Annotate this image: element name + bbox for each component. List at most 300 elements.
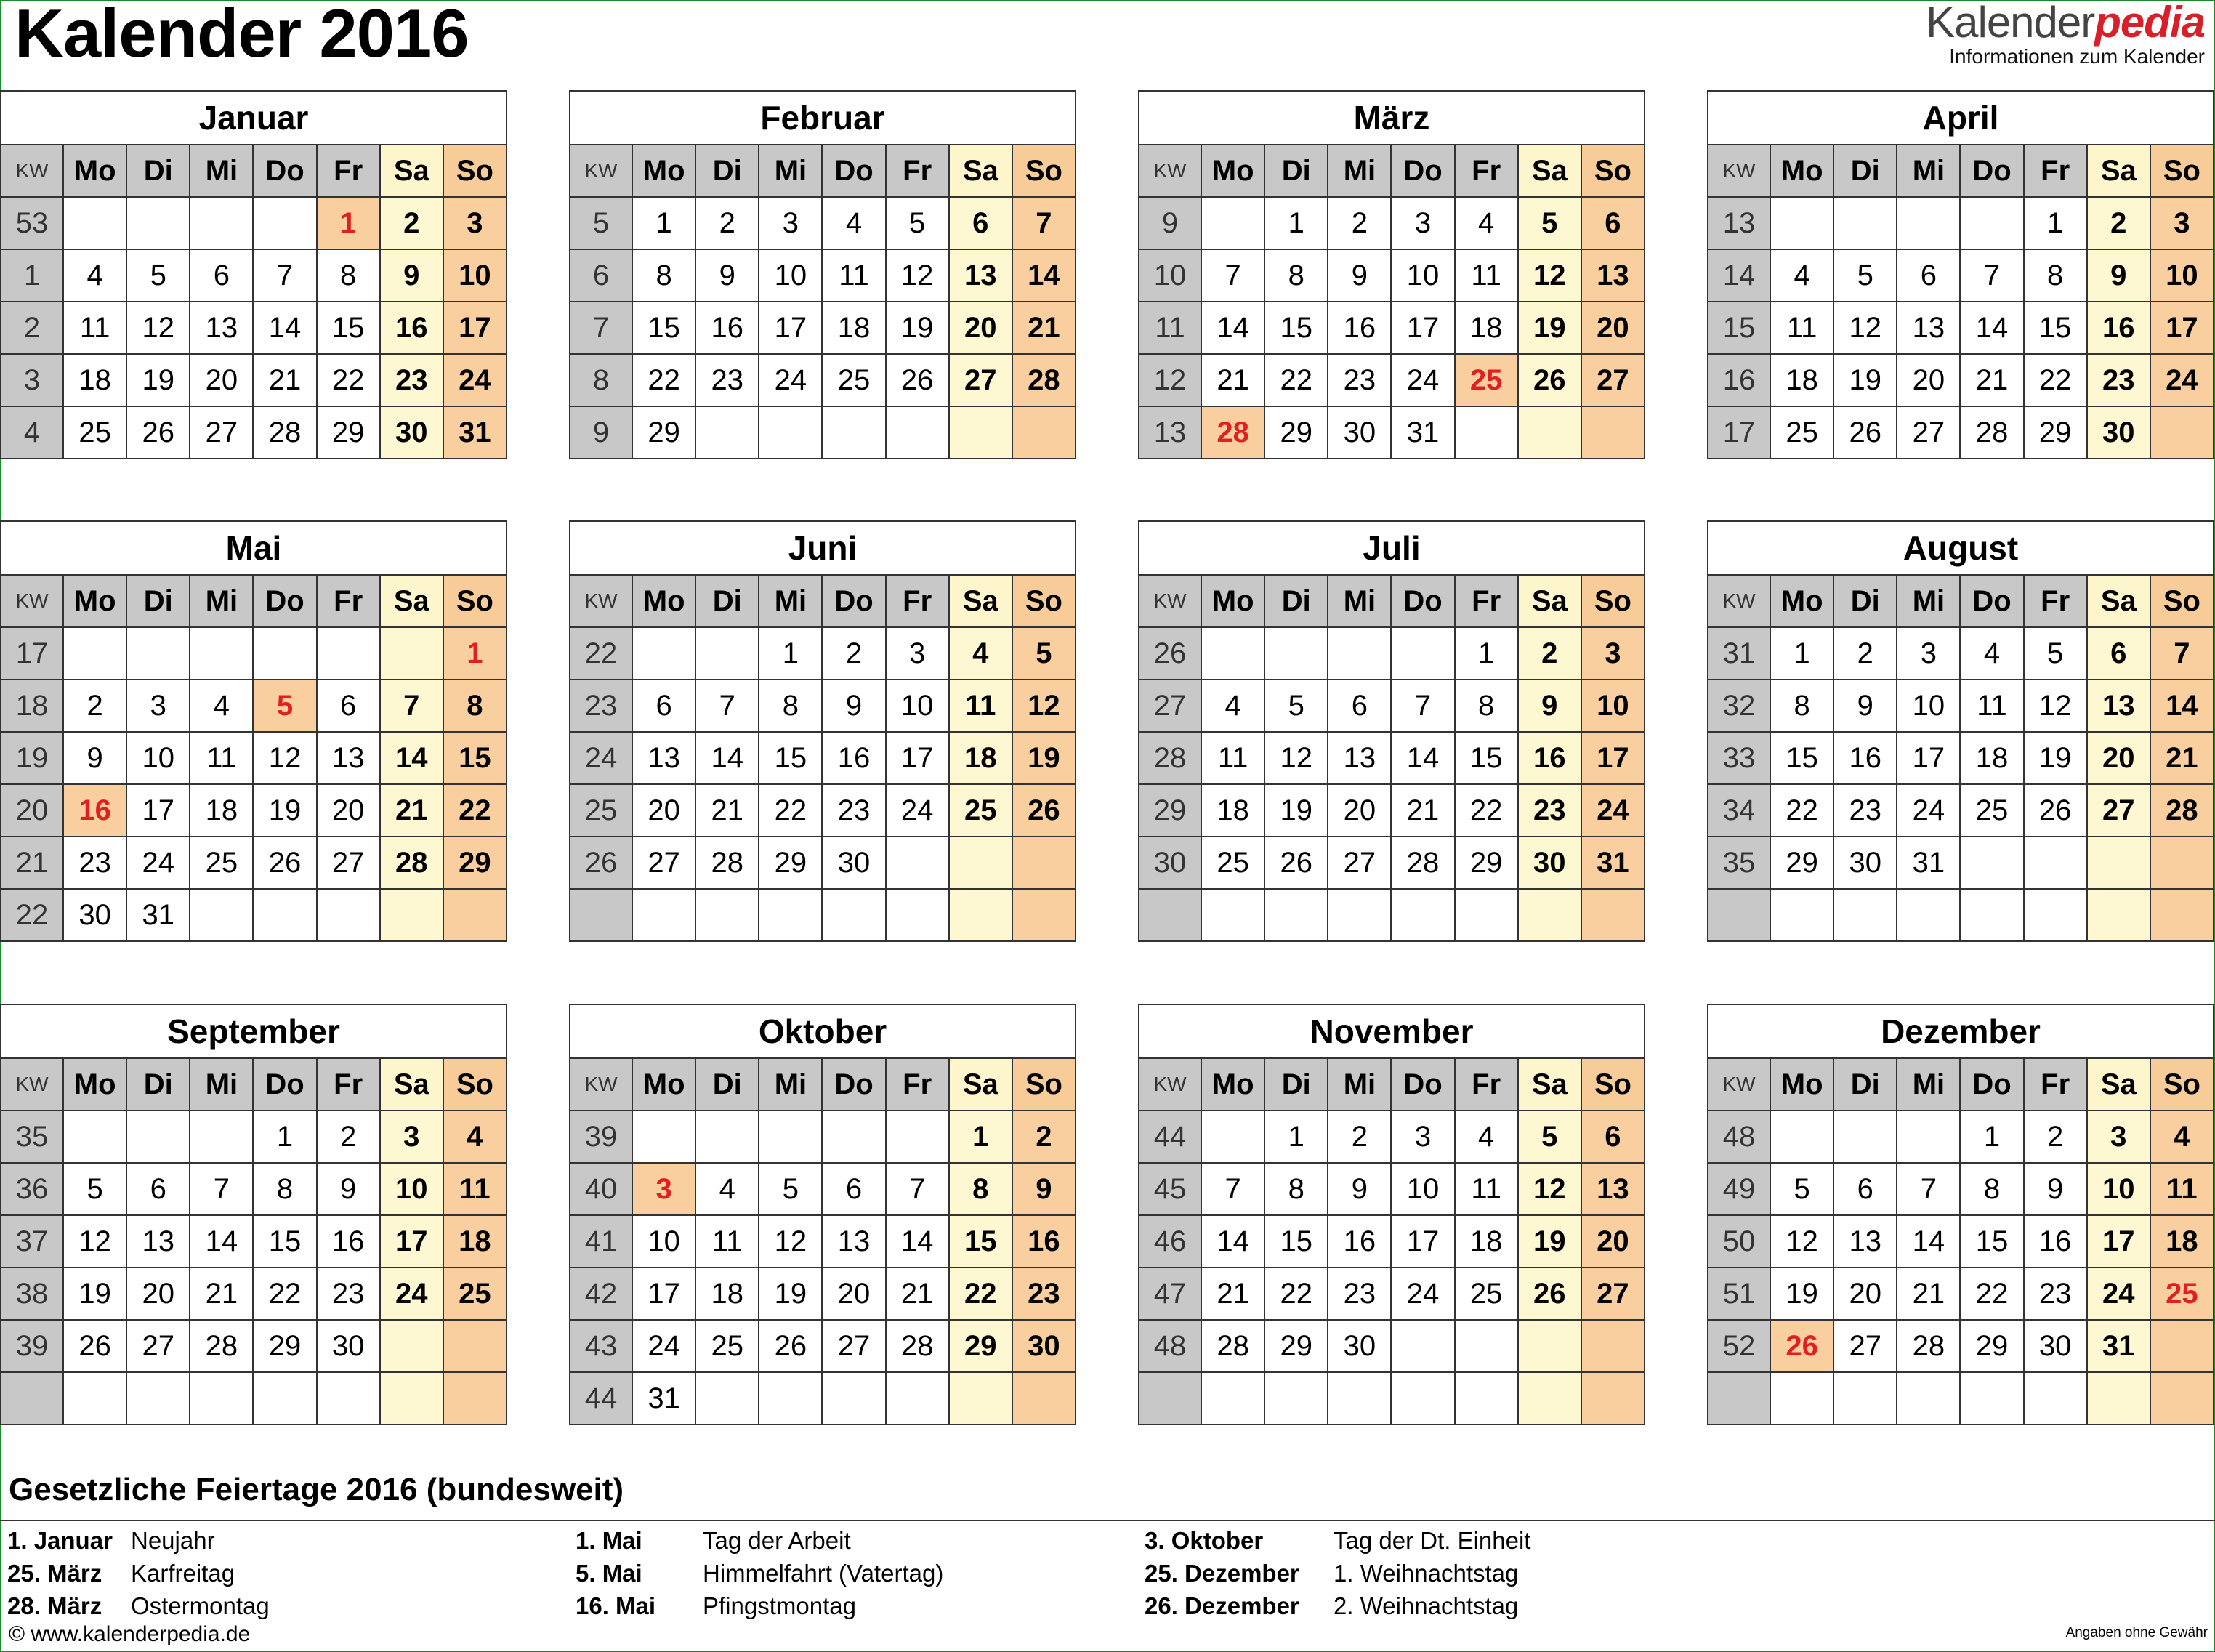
weekday-header: Di — [695, 1058, 759, 1111]
day-cell: 31 — [1581, 837, 1645, 889]
day-cell: 11 — [443, 1163, 507, 1215]
day-cell: 24 — [443, 354, 507, 406]
day-cell: 29 — [1455, 837, 1518, 889]
week-row — [1, 1215, 507, 1268]
day-cell — [126, 627, 190, 680]
month-2 — [569, 90, 1076, 459]
day-cell: 26 — [1833, 406, 1897, 459]
month-title: Juli — [1138, 520, 1645, 574]
week-number: 10 — [1139, 249, 1201, 302]
week-row — [570, 784, 1076, 837]
month-title: November — [1138, 1004, 1645, 1057]
day-cell: 11 — [1770, 302, 1833, 354]
day-cell: 4 — [63, 249, 126, 302]
weekday-header-row — [1708, 575, 2214, 627]
day-cell — [1328, 627, 1391, 680]
day-cell: 18 — [1770, 354, 1833, 406]
month-8 — [1707, 520, 2214, 942]
holiday-date: 28. März — [7, 1592, 102, 1619]
week-number: 49 — [1708, 1163, 1770, 1215]
day-cell — [2024, 889, 2087, 941]
day-cell: 12 — [1518, 249, 1581, 302]
day-cell — [1960, 1372, 2023, 1425]
week-row — [1139, 1163, 1645, 1215]
day-cell: 1 — [759, 627, 822, 680]
week-row — [1, 732, 507, 784]
week-row — [570, 1215, 1076, 1268]
day-cell — [1201, 889, 1264, 941]
day-cell — [190, 889, 253, 941]
day-cell — [253, 197, 316, 249]
day-cell: 20 — [632, 784, 695, 837]
brand-name — [1926, 0, 2205, 45]
day-cell: 1 — [1264, 1111, 1328, 1163]
day-cell: 8 — [253, 1163, 316, 1215]
day-cell: 10 — [1897, 680, 1960, 732]
day-cell: 2 — [1833, 627, 1897, 680]
day-cell — [317, 1372, 380, 1425]
kw-header: KW — [1708, 1058, 1770, 1111]
kw-header: KW — [1139, 575, 1201, 627]
holiday-entry — [7, 1589, 270, 1622]
day-cell: 6 — [1833, 1163, 1897, 1215]
day-cell — [822, 1111, 885, 1163]
week-number: 34 — [1708, 784, 1770, 837]
footer-disclaimer: Angaben ohne Gewähr — [2065, 1625, 2208, 1640]
weekday-header: Sa — [380, 145, 443, 197]
day-cell: 1 — [1960, 1111, 2023, 1163]
day-cell: 14 — [380, 732, 443, 784]
day-cell: 31 — [1391, 406, 1454, 459]
day-cell: 9 — [1328, 249, 1391, 302]
day-cell: 30 — [1328, 1320, 1391, 1372]
week-row — [1708, 732, 2214, 784]
day-cell: 28 — [1391, 837, 1454, 889]
day-cell: 31 — [632, 1372, 695, 1425]
day-cell: 22 — [1960, 1268, 2023, 1320]
weekday-header: Sa — [380, 1058, 443, 1111]
weekday-header: So — [443, 145, 507, 197]
day-cell — [253, 627, 316, 680]
week-number: 51 — [1708, 1268, 1770, 1320]
week-row — [1139, 784, 1645, 837]
week-row — [1, 680, 507, 732]
day-cell: 21 — [695, 784, 759, 837]
day-cell: 15 — [759, 732, 822, 784]
day-cell: 4 — [2150, 1111, 2214, 1163]
week-row — [1708, 197, 2214, 249]
day-cell: 16 — [1833, 732, 1897, 784]
day-cell: 18 — [949, 732, 1012, 784]
week-row — [570, 1111, 1076, 1163]
week-row — [1, 784, 507, 837]
day-cell — [1770, 889, 1833, 941]
week-row — [1, 627, 507, 680]
brand-name-part2: pedia — [2094, 0, 2205, 47]
week-row — [1139, 302, 1645, 354]
weekday-header: Do — [1960, 575, 2023, 627]
day-cell: 6 — [1581, 1111, 1645, 1163]
day-cell — [1012, 889, 1076, 941]
week-row — [1139, 1320, 1645, 1372]
day-cell: 9 — [1518, 680, 1581, 732]
week-row — [570, 406, 1076, 459]
kw-header: KW — [1708, 575, 1770, 627]
weekday-header: So — [1581, 145, 1645, 197]
day-cell: 30 — [317, 1320, 380, 1372]
day-cell: 14 — [1012, 249, 1076, 302]
month-3 — [1138, 90, 1645, 459]
day-cell: 28 — [1897, 1320, 1960, 1372]
day-cell: 4 — [1455, 197, 1518, 249]
day-cell: 2 — [380, 197, 443, 249]
weekday-header: Di — [695, 575, 759, 627]
day-cell — [2087, 889, 2150, 941]
day-cell: 5 — [2024, 627, 2087, 680]
weekday-header: Fr — [886, 145, 949, 197]
day-cell: 12 — [886, 249, 949, 302]
day-cell: 7 — [695, 680, 759, 732]
week-number: 42 — [570, 1268, 632, 1320]
day-cell: 19 — [253, 784, 316, 837]
day-cell: 20 — [1581, 1215, 1645, 1268]
weekday-header: Mo — [1201, 575, 1264, 627]
week-row — [1, 302, 507, 354]
day-cell: 28 — [380, 837, 443, 889]
day-cell: 30 — [63, 889, 126, 941]
day-cell: 9 — [2087, 249, 2150, 302]
day-cell — [317, 889, 380, 941]
month-title: September — [0, 1004, 507, 1057]
month-4 — [1707, 90, 2214, 459]
week-row — [570, 197, 1076, 249]
weekday-header: Mo — [63, 145, 126, 197]
day-cell: 29 — [443, 837, 507, 889]
weekday-header: Fr — [886, 1058, 949, 1111]
month-title: Februar — [569, 90, 1076, 144]
weekday-header: Di — [1833, 575, 1897, 627]
week-number: 43 — [570, 1320, 632, 1372]
weekday-header: So — [1012, 145, 1076, 197]
week-row — [1139, 1215, 1645, 1268]
day-cell: 15 — [1960, 1215, 2023, 1268]
day-cell — [759, 1372, 822, 1425]
day-cell: 30 — [1328, 406, 1391, 459]
day-cell — [1201, 1372, 1264, 1425]
week-number: 28 — [1139, 732, 1201, 784]
day-cell: 14 — [1960, 302, 2023, 354]
week-row — [1708, 1320, 2214, 1372]
month-table — [569, 1057, 1076, 1425]
week-number: 52 — [1708, 1320, 1770, 1372]
day-cell: 11 — [1455, 249, 1518, 302]
week-number — [1139, 889, 1201, 941]
day-cell: 3 — [1391, 1111, 1454, 1163]
holiday-entry — [576, 1524, 943, 1557]
weekday-header: Fr — [2024, 1058, 2087, 1111]
day-cell: 19 — [63, 1268, 126, 1320]
day-cell: 27 — [632, 837, 695, 889]
week-row — [1139, 1372, 1645, 1425]
day-cell: 1 — [632, 197, 695, 249]
week-number: 26 — [570, 837, 632, 889]
day-cell: 29 — [317, 406, 380, 459]
day-cell: 5 — [1770, 1163, 1833, 1215]
day-cell: 15 — [632, 302, 695, 354]
holiday-date: 1. Mai — [576, 1527, 642, 1554]
month-table — [569, 144, 1076, 459]
weekday-header: Mi — [1897, 575, 1960, 627]
day-cell: 31 — [443, 406, 507, 459]
day-cell: 20 — [1833, 1268, 1897, 1320]
day-cell: 1 — [1770, 627, 1833, 680]
day-cell: 8 — [1264, 1163, 1328, 1215]
month-title: August — [1707, 520, 2214, 574]
day-cell: 4 — [443, 1111, 507, 1163]
day-cell: 10 — [759, 249, 822, 302]
day-cell — [2150, 1320, 2214, 1372]
weekday-header: Mi — [1328, 1058, 1391, 1111]
holiday-day-cell: 3 — [632, 1163, 695, 1215]
weekday-header: Mo — [1770, 145, 1833, 197]
week-number: 27 — [1139, 680, 1201, 732]
weekday-header: Mo — [63, 575, 126, 627]
day-cell: 12 — [1770, 1215, 1833, 1268]
week-number: 30 — [1139, 837, 1201, 889]
week-row — [1708, 1268, 2214, 1320]
day-cell — [2024, 837, 2087, 889]
day-cell: 12 — [2024, 680, 2087, 732]
day-cell: 22 — [1455, 784, 1518, 837]
weekday-header: Di — [1833, 145, 1897, 197]
day-cell: 24 — [1581, 784, 1645, 837]
day-cell — [1581, 889, 1645, 941]
month-title: April — [1707, 90, 2214, 144]
day-cell: 24 — [2087, 1268, 2150, 1320]
day-cell: 24 — [380, 1268, 443, 1320]
day-cell — [126, 1111, 190, 1163]
month-table — [0, 144, 507, 459]
day-cell: 23 — [1012, 1268, 1076, 1320]
month-table — [0, 1057, 507, 1425]
day-cell: 9 — [2024, 1163, 2087, 1215]
day-cell — [1833, 1111, 1897, 1163]
day-cell — [695, 1111, 759, 1163]
month-title: März — [1138, 90, 1645, 144]
day-cell: 19 — [886, 302, 949, 354]
week-number: 39 — [1, 1320, 63, 1372]
holiday-entry — [7, 1524, 270, 1557]
day-cell: 13 — [1833, 1215, 1897, 1268]
day-cell: 3 — [886, 627, 949, 680]
day-cell — [1264, 627, 1328, 680]
day-cell — [1960, 197, 2023, 249]
week-number: 22 — [1, 889, 63, 941]
day-cell: 21 — [886, 1268, 949, 1320]
day-cell: 5 — [1518, 197, 1581, 249]
day-cell: 7 — [253, 249, 316, 302]
day-cell: 26 — [886, 354, 949, 406]
week-row — [1, 889, 507, 941]
day-cell: 6 — [632, 680, 695, 732]
weekday-header: Sa — [949, 145, 1012, 197]
holiday-day-cell: 1 — [443, 627, 507, 680]
week-number — [1708, 1372, 1770, 1425]
week-row — [570, 837, 1076, 889]
day-cell — [1328, 889, 1391, 941]
day-cell: 15 — [317, 302, 380, 354]
day-cell: 21 — [1012, 302, 1076, 354]
day-cell: 16 — [317, 1215, 380, 1268]
week-row — [1139, 1268, 1645, 1320]
day-cell: 7 — [1897, 1163, 1960, 1215]
week-row — [1, 1320, 507, 1372]
day-cell: 29 — [759, 837, 822, 889]
weekday-header: Di — [126, 1058, 190, 1111]
day-cell — [1264, 1372, 1328, 1425]
week-number: 13 — [1139, 406, 1201, 459]
day-cell: 23 — [822, 784, 885, 837]
weekday-header: Sa — [2087, 1058, 2150, 1111]
day-cell — [380, 1320, 443, 1372]
day-cell: 19 — [1770, 1268, 1833, 1320]
day-cell: 27 — [1897, 406, 1960, 459]
week-number: 46 — [1139, 1215, 1201, 1268]
week-number: 22 — [570, 627, 632, 680]
day-cell: 20 — [1581, 302, 1645, 354]
day-cell: 7 — [190, 1163, 253, 1215]
day-cell: 13 — [1897, 302, 1960, 354]
weekday-header: So — [1012, 575, 1076, 627]
day-cell: 17 — [380, 1215, 443, 1268]
day-cell — [822, 889, 885, 941]
day-cell: 7 — [2150, 627, 2214, 680]
day-cell: 20 — [2087, 732, 2150, 784]
weekday-header: So — [443, 575, 507, 627]
day-cell: 8 — [949, 1163, 1012, 1215]
day-cell: 8 — [1770, 680, 1833, 732]
week-row — [1708, 837, 2214, 889]
weekday-header: Mo — [632, 1058, 695, 1111]
week-number: 44 — [1139, 1111, 1201, 1163]
day-cell: 29 — [2024, 406, 2087, 459]
day-cell: 24 — [2150, 354, 2214, 406]
day-cell: 19 — [759, 1268, 822, 1320]
week-row — [1708, 784, 2214, 837]
day-cell — [759, 406, 822, 459]
week-number — [1708, 889, 1770, 941]
day-cell: 17 — [126, 784, 190, 837]
day-cell: 19 — [126, 354, 190, 406]
day-cell: 3 — [1581, 627, 1645, 680]
day-cell: 3 — [1897, 627, 1960, 680]
day-cell: 8 — [443, 680, 507, 732]
weekday-header-row — [1708, 145, 2214, 197]
day-cell — [1897, 1111, 1960, 1163]
holiday-date: 16. Mai — [576, 1592, 656, 1619]
kw-header: KW — [1708, 145, 1770, 197]
day-cell — [886, 889, 949, 941]
week-number: 39 — [570, 1111, 632, 1163]
weekday-header: So — [1581, 1058, 1645, 1111]
day-cell: 3 — [2087, 1111, 2150, 1163]
week-number: 37 — [1, 1215, 63, 1268]
weekday-header: Mi — [1897, 1058, 1960, 1111]
day-cell — [63, 1111, 126, 1163]
holiday-day-cell: 5 — [253, 680, 316, 732]
day-cell — [126, 197, 190, 249]
week-number: 11 — [1139, 302, 1201, 354]
week-row — [1708, 889, 2214, 941]
week-row — [570, 889, 1076, 941]
day-cell: 12 — [1264, 732, 1328, 784]
weekday-header-row — [1708, 1058, 2214, 1111]
day-cell: 16 — [2024, 1215, 2087, 1268]
day-cell — [63, 627, 126, 680]
weekday-header: Di — [1833, 1058, 1897, 1111]
week-row — [1, 1268, 507, 1320]
day-cell: 25 — [822, 354, 885, 406]
month-title: Januar — [0, 90, 507, 144]
day-cell: 28 — [190, 1320, 253, 1372]
week-row — [1139, 249, 1645, 302]
week-number — [1139, 1372, 1201, 1425]
day-cell: 14 — [886, 1215, 949, 1268]
day-cell — [1012, 406, 1076, 459]
week-row — [1139, 197, 1645, 249]
day-cell: 5 — [63, 1163, 126, 1215]
day-cell: 14 — [1201, 302, 1264, 354]
week-row — [1139, 837, 1645, 889]
day-cell: 26 — [1518, 354, 1581, 406]
day-cell: 10 — [632, 1215, 695, 1268]
day-cell — [1012, 1372, 1076, 1425]
week-number: 48 — [1139, 1320, 1201, 1372]
holiday-entry — [576, 1557, 943, 1589]
day-cell: 2 — [695, 197, 759, 249]
day-cell: 16 — [695, 302, 759, 354]
day-cell — [1518, 406, 1581, 459]
day-cell: 21 — [2150, 732, 2214, 784]
day-cell — [2150, 889, 2214, 941]
weekday-header: Di — [1264, 145, 1328, 197]
day-cell — [2150, 837, 2214, 889]
holiday-name: Neujahr — [131, 1527, 215, 1554]
week-number: 13 — [1708, 197, 1770, 249]
day-cell — [1897, 197, 1960, 249]
week-number: 25 — [570, 784, 632, 837]
week-number: 36 — [1, 1163, 63, 1215]
month-6 — [569, 520, 1076, 942]
week-row — [1, 249, 507, 302]
day-cell: 2 — [822, 627, 885, 680]
day-cell: 24 — [632, 1320, 695, 1372]
day-cell: 27 — [1581, 354, 1645, 406]
weekday-header: Fr — [2024, 145, 2087, 197]
weekday-header: Sa — [2087, 575, 2150, 627]
day-cell — [949, 889, 1012, 941]
day-cell: 2 — [317, 1111, 380, 1163]
day-cell: 30 — [380, 406, 443, 459]
day-cell: 5 — [126, 249, 190, 302]
day-cell — [63, 1372, 126, 1425]
day-cell: 18 — [1960, 732, 2023, 784]
month-title: Juni — [569, 520, 1076, 574]
weekday-header: Fr — [317, 575, 380, 627]
weekday-header: So — [2150, 1058, 2214, 1111]
day-cell: 22 — [1264, 354, 1328, 406]
day-cell — [380, 627, 443, 680]
